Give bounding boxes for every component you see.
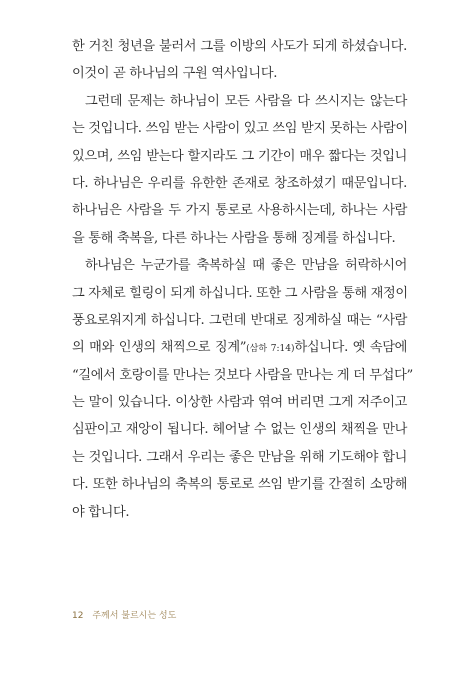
scripture-reference: (삼하 7:14) xyxy=(246,344,295,355)
text-line: 하나님은 누군가를 축복하실 때 좋은 만남을 허락하시어 xyxy=(85,258,407,274)
text-line: 는 것입니다. 쓰임 받는 사람이 있고 쓰임 받지 못하는 사람이 xyxy=(72,121,408,137)
text-line: 다. 하나님은 우리를 유한한 존재로 창조하셨기 때문입니다. xyxy=(72,175,407,191)
text-line: 야 합니다. xyxy=(72,504,130,520)
text-segment: 하십니다. 옛 속담에 xyxy=(294,340,407,356)
text-line: “길에서 호랑이를 만나는 것보다 사람을 만나는 게 더 무섭다” xyxy=(72,367,413,383)
text-line: 이것이 곧 하나님의 구원 역사입니다. xyxy=(72,66,278,82)
text-line: 한 거친 청년을 불러서 그를 이방의 사도가 되게 하셨습니다. xyxy=(72,39,407,54)
text-line xyxy=(72,334,407,361)
text-line: 풍요로워지게 하십니다. 그런데 반대로 징계하실 때는 “사람 xyxy=(72,312,407,328)
text-line: 그 자체로 힐링이 되게 하십니다. 또한 그 사람을 통해 재정이 xyxy=(72,285,408,301)
running-title: 주께서 불르시는 성도 xyxy=(92,611,177,621)
text-line: 다. 또한 하나님의 축복의 통로로 쓰임 받기를 간절히 소망해 xyxy=(72,477,407,493)
text-line: 는 말이 있습니다. 이상한 사람과 엮여 버리면 그게 저주이고 xyxy=(72,395,407,411)
text-line: 그런데 문제는 하나님이 모든 사람을 다 쓰시지는 않는다 xyxy=(85,93,407,109)
text-line: 심판이고 재앙이 됩니다. 헤어날 수 없는 인생의 채찍을 만나 xyxy=(72,422,407,438)
text-line: 있으며, 쓰임 받는다 할지라도 그 기간이 매우 짧다는 것입니 xyxy=(72,148,407,164)
text-line: 을 통해 축복을, 다른 하나는 사람을 통해 징계를 하십니다. xyxy=(72,230,396,246)
page-number: 12 xyxy=(72,611,84,621)
text-line: 하나님은 사람을 두 가지 통로로 사용하시는데, 하나는 사람 xyxy=(72,203,407,219)
text-line: 는 것입니다. 그래서 우리는 좋은 만남을 위해 기도해야 합니 xyxy=(72,449,407,465)
page-footer xyxy=(72,608,176,621)
text-segment: 의 매와 인생의 채찍으로 징계” xyxy=(72,340,247,356)
body-text xyxy=(72,33,413,526)
